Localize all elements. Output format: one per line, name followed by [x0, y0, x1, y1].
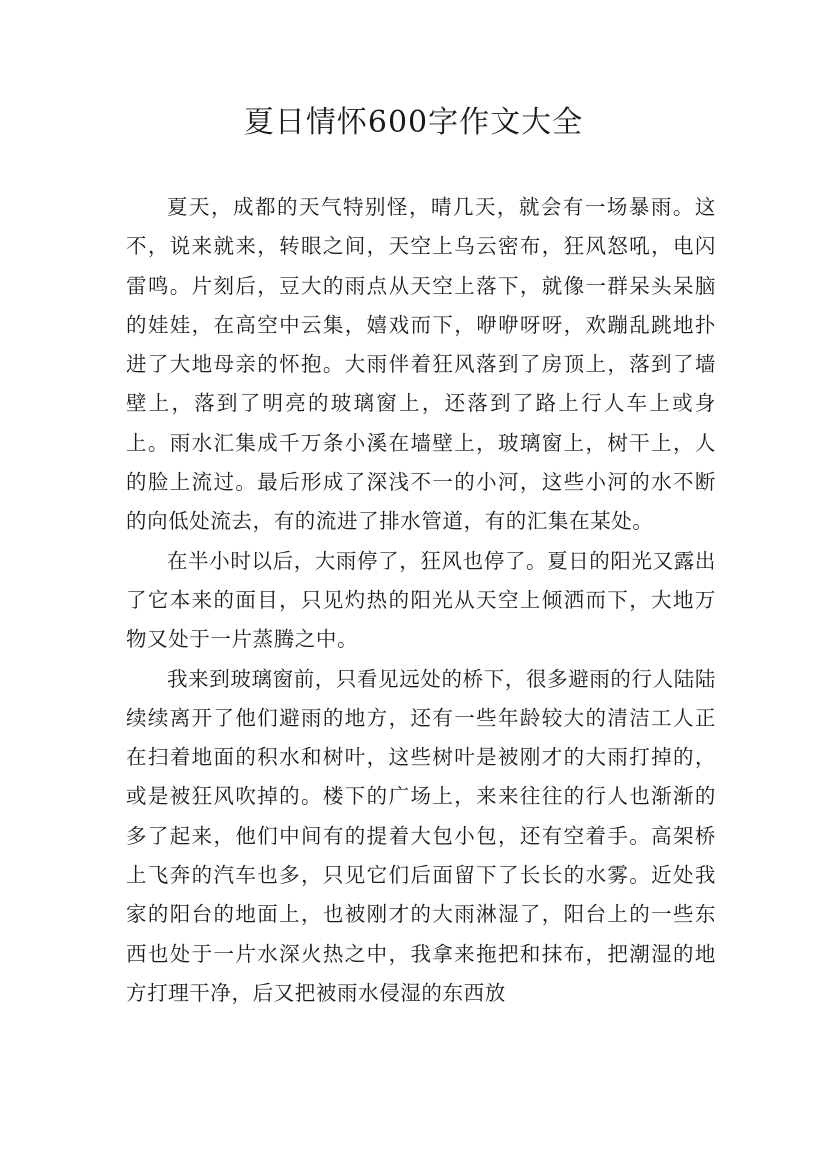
paragraph-1: 夏天，成都的天气特别怪，晴几天，就会有一场暴雨。这不，说来就来，转眼之间，天空上乌云密布，狂风怒吼，电闪雷鸣。片刻后，豆大的雨点从天空上落下，就像一群呆头呆脑的娃娃，在高空中云集，嬉戏而下，咿咿呀呀，欢蹦乱跳地扑进了大地母亲的怀抱。大雨伴着狂风落到了房顶上，落到了墙壁上，落到了明亮的玻璃窗上，还落到了路上行人车上或身上。雨水汇集成千万条小溪在墙壁上，玻璃窗上，树干上，人的脸上流过。最后形成了深浅不一的小河，这些小河的水不断的向低处流去，有的流进了排水管道，有的汇集在某处。	[126, 195, 716, 534]
article-body	[126, 188, 716, 1013]
paragraph-3: 我来到玻璃窗前，只看见远处的桥下，很多避雨的行人陆陆续续离开了他们避雨的地方，还有一些年龄较大的清洁工人正在扫着地面的积水和树叶，这些树叶是被刚才的大雨打掉的，或是被狂风吹掉的。楼下的广场上，来来往往的行人也渐渐的多了起来，他们中间有的提着大包小包，还有空着手。高架桥上飞奔的汽车也多，只见它们后面留下了长长的水雾。近处我家的阳台的地面上，也被刚才的大雨淋湿了，阳台上的一些东西也处于一片水深火热之中，我拿来拖把和抹布，把潮湿的地方打理干净，后又把被雨水侵湿的东西放	[126, 666, 716, 1005]
paragraph-2: 在半小时以后，大雨停了，狂风也停了。夏日的阳光又露出了它本来的面目，只见灼热的阳光从天空上倾洒而下，大地万物又处于一片蒸腾之中。	[126, 548, 716, 652]
page-title: 夏日情怀600字作文大全	[243, 105, 584, 140]
